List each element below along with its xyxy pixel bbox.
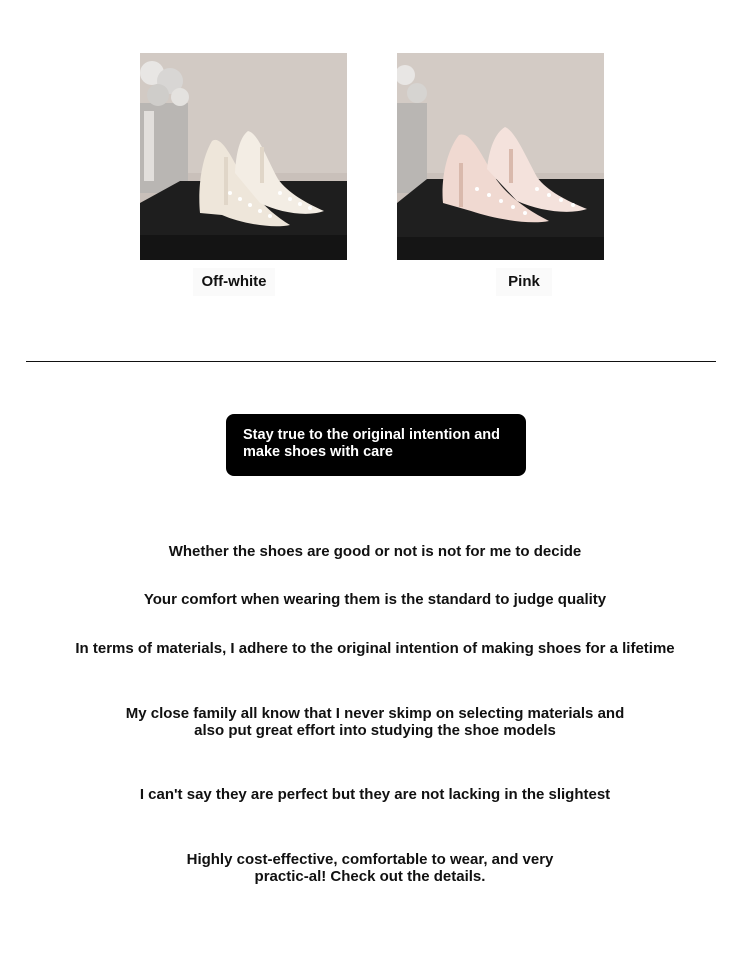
variant-card-pink[interactable] (397, 53, 604, 260)
slogan-banner: Stay true to the original intention and make shoes with care (226, 414, 526, 476)
statement-6: Highly cost-effective, comfortable to wear, and very practic-al! Check out the details. (186, 851, 554, 885)
variant-card-off-white[interactable] (140, 53, 347, 260)
statement-3: In terms of materials, I adhere to the original intention of making shoes for a lifetime (75, 640, 675, 657)
statement-4: My close family all know that I never skimp on selecting materials and also put great effort into studying the shoe models (125, 705, 625, 739)
section-divider (26, 361, 716, 362)
variant-label-pink: Pink (496, 268, 552, 296)
statement-1: Whether the shoes are good or not is not for me to decide (168, 543, 582, 560)
shoe-photo-pink (397, 53, 604, 260)
variant-label-off-white: Off-white (193, 268, 275, 296)
statement-5: I can't say they are perfect but they are not lacking in the slightest (139, 786, 611, 803)
statement-2: Your comfort when wearing them is the standard to judge quality (143, 591, 607, 608)
shoe-photo-off-white (140, 53, 347, 260)
